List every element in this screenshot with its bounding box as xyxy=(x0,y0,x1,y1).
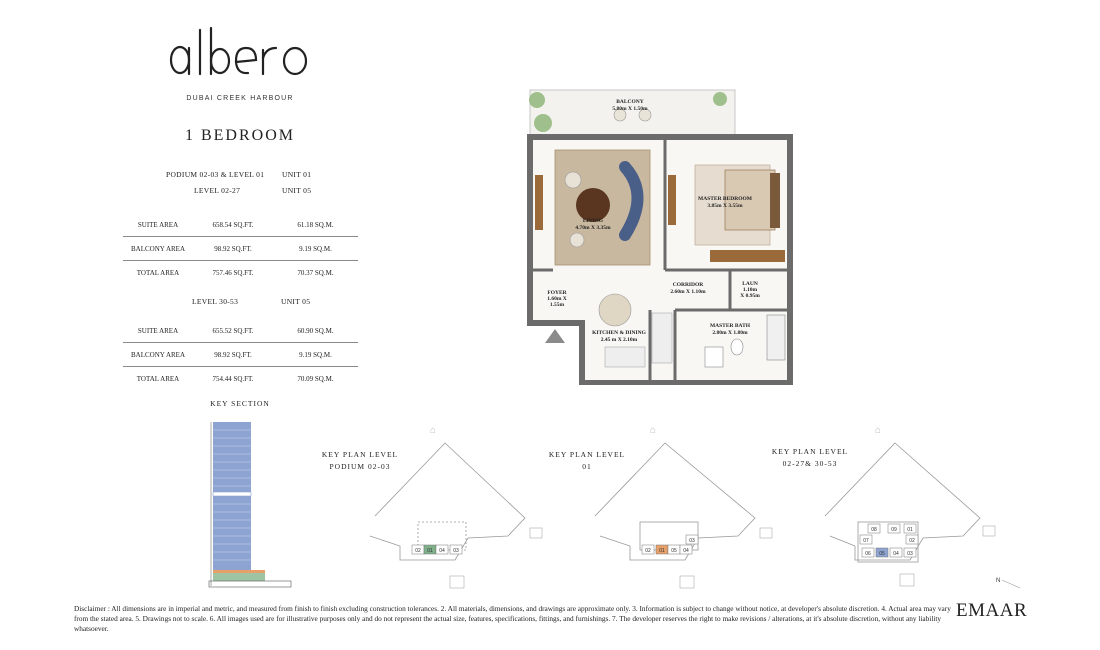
kp3-unit: 02 xyxy=(909,538,915,544)
key-plan-2-title-1: KEY PLAN LEVEL xyxy=(548,450,626,459)
key-plan-1-title-2: PODIUM 02-03 xyxy=(329,462,391,471)
group2-unit: UNIT 05 xyxy=(281,297,311,306)
plant-icon xyxy=(529,92,545,108)
kitchen-counter xyxy=(652,313,672,363)
key-plans-diagram xyxy=(360,418,1040,598)
kp3-unit: 05 xyxy=(879,551,885,557)
kp2-unit: 02 xyxy=(645,548,651,554)
kitchen-counter xyxy=(605,347,645,367)
kp2-unit: 03 xyxy=(689,538,695,544)
group2-level: LEVEL 30-53 xyxy=(192,297,239,306)
dining-table xyxy=(599,294,631,326)
group1-unit-1: UNIT 01 xyxy=(282,170,312,179)
key-plan-1-outline xyxy=(370,443,525,560)
balcony-area xyxy=(530,90,735,135)
kp1-unit: 01 xyxy=(427,548,433,554)
table-row xyxy=(123,261,358,285)
corridor-label: CORRIDOR xyxy=(672,282,704,288)
tv-console xyxy=(535,175,543,230)
entry-arrow-icon xyxy=(545,329,565,343)
laundry-label: LAUN xyxy=(742,281,758,287)
kp1-unit: 03 xyxy=(453,548,459,554)
bedroom-dim: 3.85m X 3.55m xyxy=(707,203,743,209)
tree-icon: ⌂ xyxy=(650,425,657,436)
key-section-diagram xyxy=(205,418,295,590)
table-row xyxy=(123,343,358,367)
table-row xyxy=(123,237,358,261)
building-icon xyxy=(760,528,772,538)
kp1-unit: 02 xyxy=(415,548,421,554)
bedroom-label: MASTER BEDROOM xyxy=(698,196,752,202)
north-label: N xyxy=(996,578,1001,584)
key-section-title: KEY SECTION xyxy=(210,399,270,408)
armchair xyxy=(570,233,584,247)
area-label: BALCONY AREA xyxy=(123,343,193,367)
key-plan-3-title-2: 02-27& 30-53 xyxy=(782,459,838,468)
kp2-unit: 01 xyxy=(659,548,665,554)
living-dim: 4.70m X 3.35m xyxy=(575,225,611,231)
sink-icon xyxy=(705,347,723,367)
tree-icon: ⌂ xyxy=(875,425,882,436)
table-row xyxy=(123,367,358,391)
balcony-label: BALCONY xyxy=(616,99,644,105)
disclaimer-text: Disclaimer : All dimensions are in imperial and metric, and measured from finish to finish excluding construction tolerances. 2. All materials, dimensions, and drawings are approximate only. 3. Information is subject to change without notice, at developer's absolute discretion. 4. Actual area may vary from the stated area. 5. Drawings not to scale. 6. All images used are for illustrative purposes only and do not represent the actual size, features, specifications, fittings, and furnishings. 7. The developer reserves the right to make revisions / alterations, at it's absolute discretion, without any liability whatsoever. xyxy=(74,604,951,633)
foyer-dim2: 1.55m xyxy=(549,302,565,308)
area-label: BALCONY AREA xyxy=(123,237,193,261)
laundry-dim2: X 0.95m xyxy=(740,293,760,299)
group1-level-1: PODIUM 02-03 & LEVEL 01 xyxy=(166,170,265,179)
tower-lower xyxy=(213,496,251,570)
tree-icon: ⌂ xyxy=(430,425,437,436)
brand-subtitle: DUBAI CREEK HARBOUR xyxy=(186,95,294,102)
area-sqm: 9.19 SQ.M. xyxy=(273,237,358,261)
foyer-label: FOYER xyxy=(547,290,567,296)
area-table-1 xyxy=(123,213,358,284)
area-sqft: 757.46 SQ.FT. xyxy=(212,268,254,277)
plant-icon xyxy=(713,92,727,106)
ground-level xyxy=(209,581,291,587)
area-label: SUITE AREA xyxy=(123,319,193,343)
key-plan-1-title-1: KEY PLAN LEVEL xyxy=(321,450,399,459)
plant-icon xyxy=(534,114,552,132)
area-sqft: 754.44 SQ.FT. xyxy=(212,374,254,383)
kp3-unit: 08 xyxy=(871,527,877,533)
balcony-dim: 5.80m X 1.50m xyxy=(612,106,648,112)
kp1-unit: 04 xyxy=(439,548,445,554)
kp3-unit: 09 xyxy=(891,527,897,533)
area-sqm: 70.09 SQ.M. xyxy=(297,374,334,383)
armchair xyxy=(565,172,581,188)
podium-highlight xyxy=(213,573,265,581)
emaar-logo: EMAAR xyxy=(956,600,1028,621)
north-arrow-icon xyxy=(996,578,1020,588)
floor-plan xyxy=(525,85,795,385)
building-icon xyxy=(983,526,995,536)
table-row xyxy=(123,213,358,237)
building-icon xyxy=(680,576,694,588)
area-label: SUITE AREA xyxy=(123,213,193,237)
bath-dim: 2.80m X 1.80m xyxy=(712,330,748,336)
kp2-unit: 04 xyxy=(683,548,689,554)
kp3-unit: 01 xyxy=(907,527,913,533)
bedroom-wardrobe xyxy=(710,250,785,262)
area-label: TOTAL AREA xyxy=(136,374,180,383)
level-01-highlight xyxy=(213,570,265,573)
area-sqm: 9.19 SQ.M. xyxy=(273,343,358,367)
kp3-unit: 07 xyxy=(863,538,869,544)
bath-label: MASTER BATH xyxy=(709,323,751,329)
corridor-dim: 2.60m X 1.10m xyxy=(670,289,706,295)
wardrobe xyxy=(668,175,676,225)
kp3-unit: 06 xyxy=(865,551,871,557)
key-plan-3-title-1: KEY PLAN LEVEL xyxy=(771,447,849,456)
group1-unit-2: UNIT 05 xyxy=(282,186,312,195)
tower-upper xyxy=(213,422,251,492)
building-icon xyxy=(450,576,464,588)
table-row xyxy=(123,319,358,343)
area-sqm: 61.18 SQ.M. xyxy=(273,213,358,237)
area-label: TOTAL AREA xyxy=(136,268,180,277)
kp2-unit: 05 xyxy=(671,548,677,554)
key-plan-2-outline xyxy=(595,443,755,560)
area-table-2 xyxy=(123,319,358,390)
kitchen-label: KITCHEN & DINING xyxy=(592,330,646,336)
building-icon xyxy=(900,574,914,586)
area-sqm: 70.37 SQ.M. xyxy=(297,268,334,277)
living-label: LIVING xyxy=(582,218,604,224)
kitchen-dim: 2.45 m X 2.10m xyxy=(600,337,638,343)
kp3-unit: 04 xyxy=(893,551,899,557)
area-sqm: 60.90 SQ.M. xyxy=(273,319,358,343)
area-sqft: 658.54 SQ.FT. xyxy=(193,213,273,237)
toilet-icon xyxy=(731,339,743,355)
albero-logo xyxy=(160,18,320,88)
shower xyxy=(767,315,785,360)
foyer-dim1: 1.60m X xyxy=(547,296,567,302)
building-icon xyxy=(530,528,542,538)
kp3-unit: 03 xyxy=(907,551,913,557)
area-sqft: 98.92 SQ.FT. xyxy=(193,343,273,367)
headboard xyxy=(770,173,780,228)
key-plan-3-outline xyxy=(825,443,980,560)
area-sqft: 655.52 SQ.FT. xyxy=(193,319,273,343)
coffee-table xyxy=(576,188,610,222)
key-plan-2-title-2: 01 xyxy=(582,462,592,471)
unit-type-title: 1 BEDROOM xyxy=(184,127,295,144)
area-sqft: 98.92 SQ.FT. xyxy=(193,237,273,261)
laundry-dim1: 1.10m xyxy=(742,287,758,293)
group1-level-2: LEVEL 02-27 xyxy=(194,186,241,195)
